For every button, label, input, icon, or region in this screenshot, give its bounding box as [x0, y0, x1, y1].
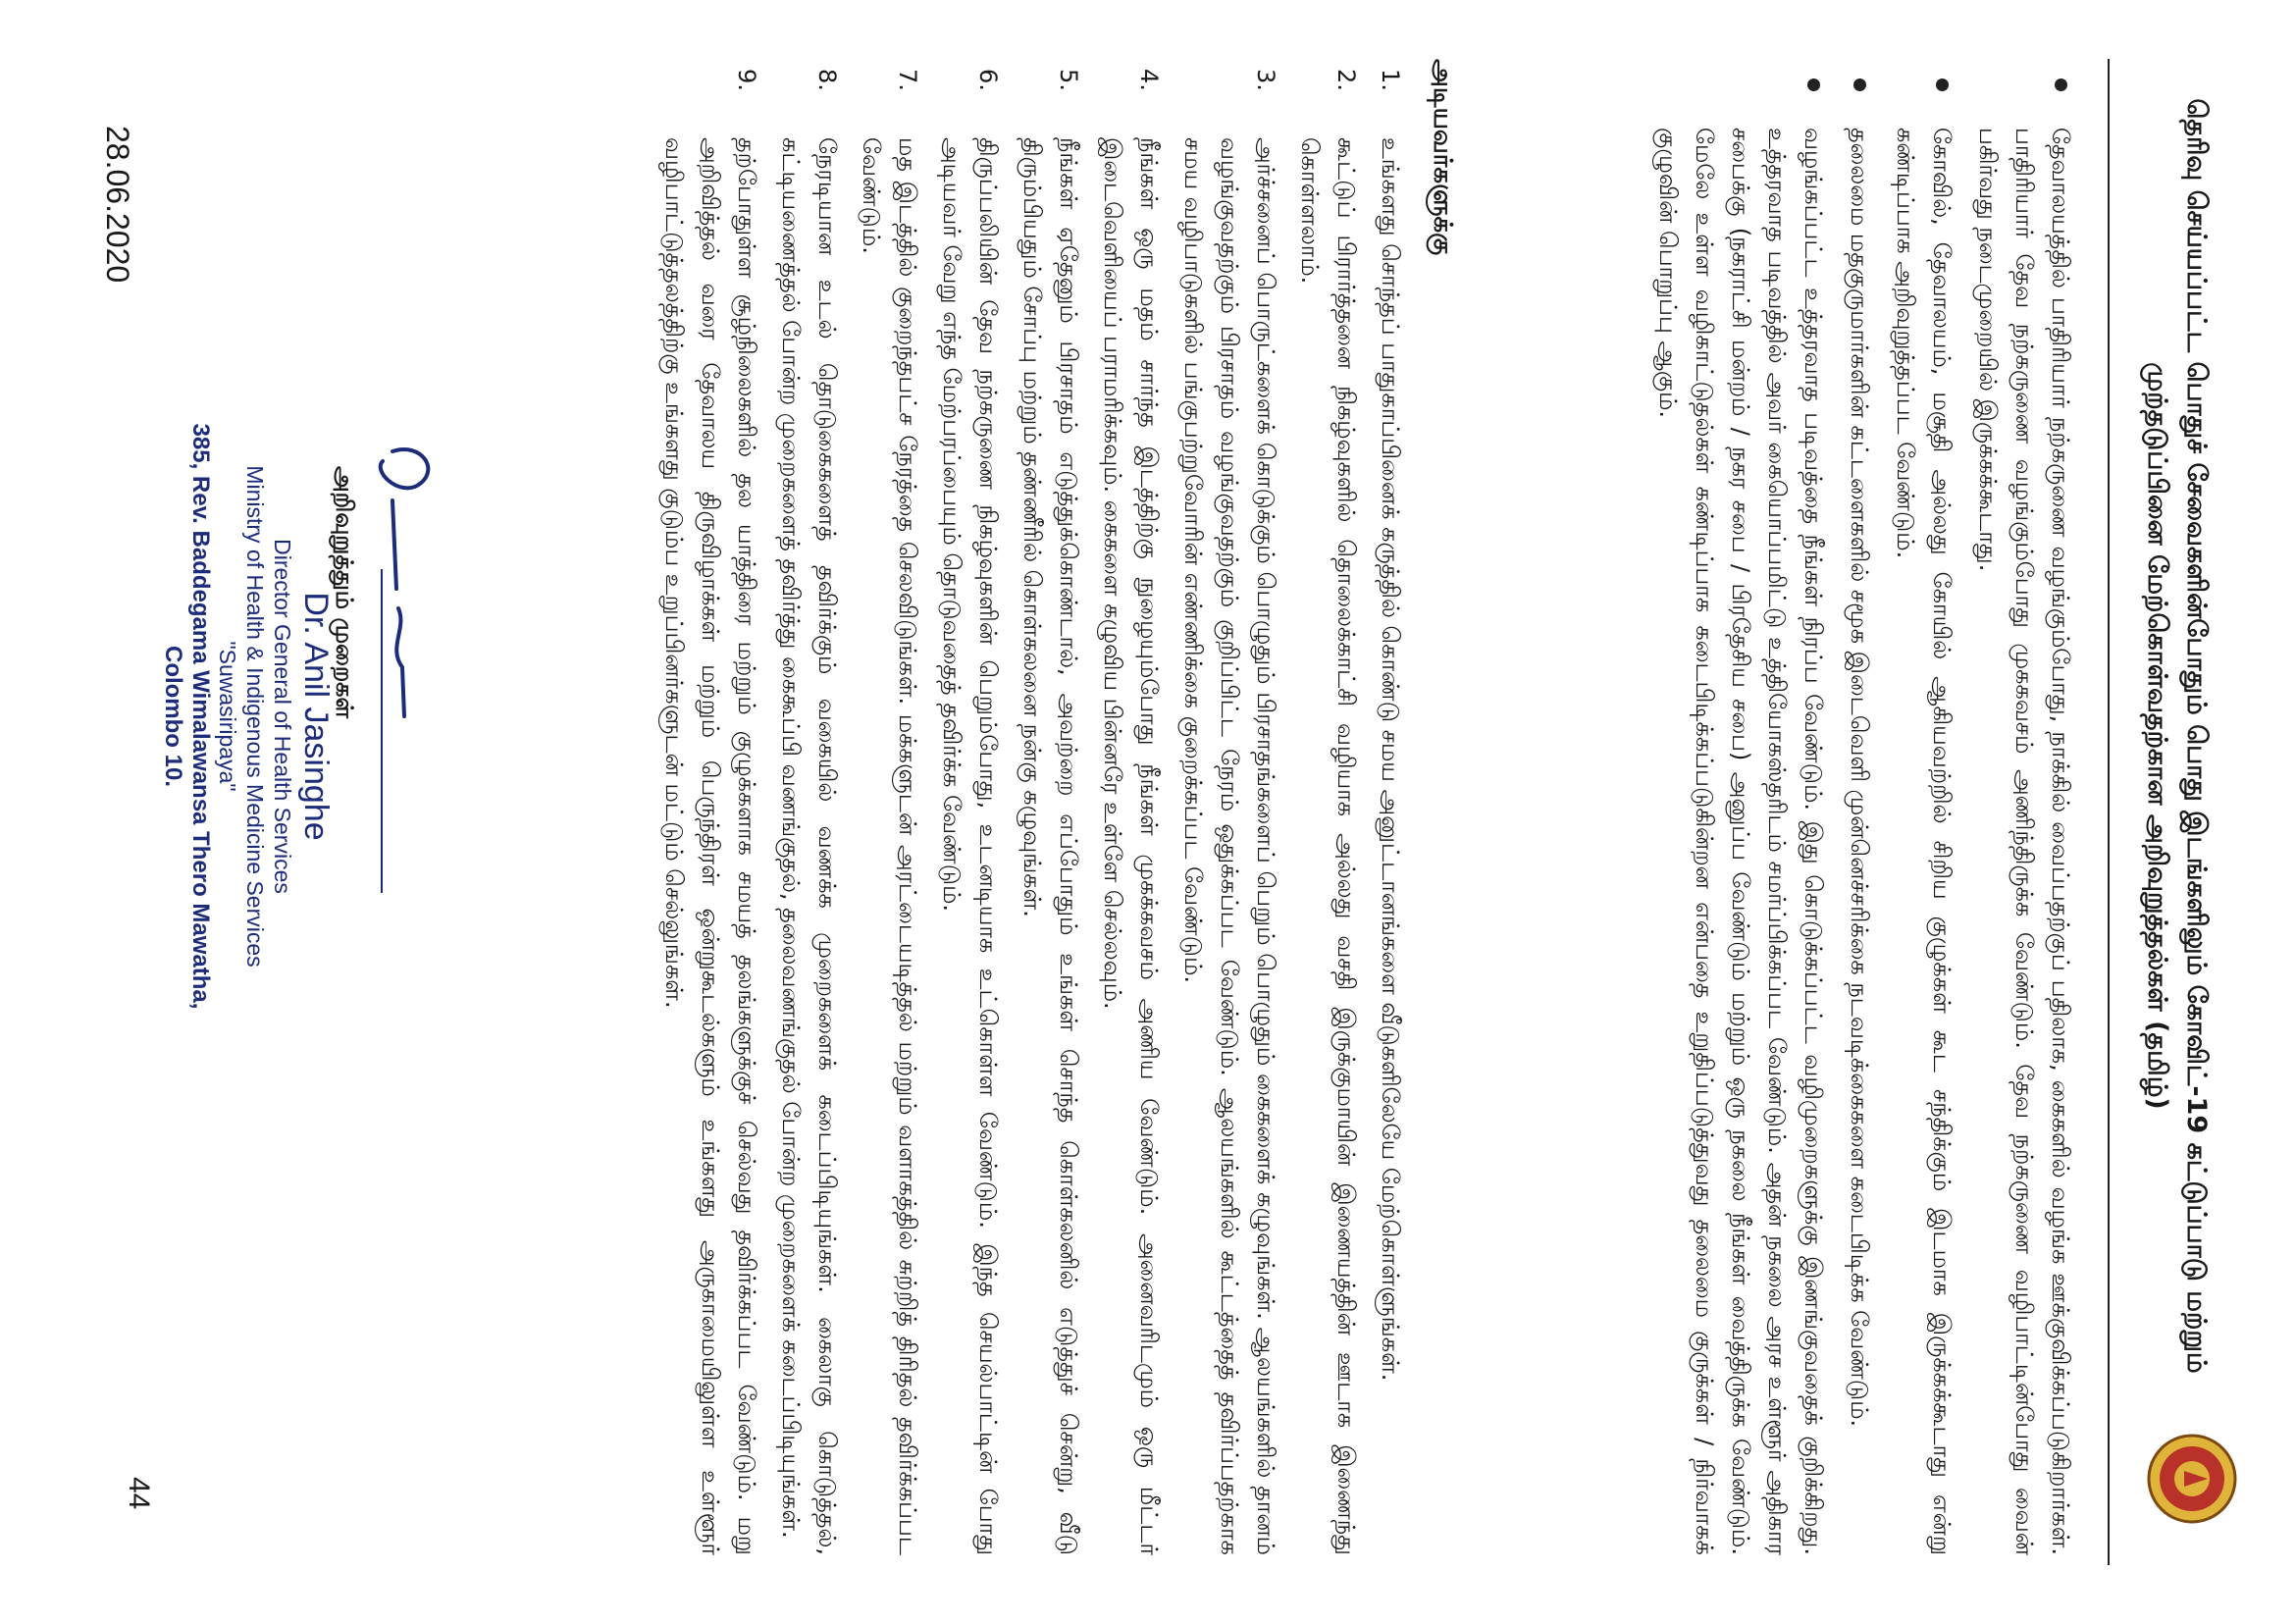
- item-text: கூட்டுப் பிரார்த்தனை நிகழ்வுகளில் தொலைக்காட்சி வழியாக அல்லது வசதி இருக்குமாயின் இணையத்தின் ஊடாக இணைந்து கொள்ளலாம்.: [1296, 137, 1360, 1555]
- bullet-item: [1887, 69, 1959, 1555]
- item-text: நேரடியான உடல் தொடுகைகளைத் தவிர்க்கும் வகையில் வணக்க முறைகளைக் கடைப்பிடியுங்கள். கைலாகு கொடுத்தல், கட்டியணைத்தல் போன்ற முறைகளைத் தவிர்த்து கைகூப்பி வணங்குதல், தலைவணங்குதல் போன்ற முறைகளைக் கடைப்பிடியுங்கள்.: [777, 137, 841, 1555]
- bullet-icon: [1807, 79, 1820, 91]
- signature-line: [381, 569, 383, 893]
- document-title: தெரிவு செய்யப்பட்ட பொதுச் சேவைகளின்போதும் பொது இடங்களிலும் கோவிட்-19 கட்டுப்பாடு மற்றும் முற்தடுப்பினை மேற்கொள்வதற்கான அறிவுறுத்தல்கள் (தமிழ்): [2142, 98, 2212, 1374]
- bullet-item: [1649, 69, 1831, 1555]
- sri-lanka-emblem-icon: [2145, 1432, 2239, 1526]
- item-text: உங்களது சொந்தப் பாதுகாப்பினைக் கருத்தில் கொண்டு சமய அனுட்டானங்களை வீடுகளிலேயே மேற்கொள்ளுங்கள்.: [1377, 137, 1404, 1382]
- item-number: 8.: [813, 69, 841, 91]
- item-text: தற்போதுள்ள சூழ்நிலைகளில் தல யாத்திரை மற்றும் குழுக்களாக சமயத் தலங்களுக்குச் செல்வது தவிர்க்கப்பட வேண்டும். மறு அறிவித்தல் வரை தேவாலய திருவிழாக்கள் மற்றும் பெருந்திரள் ஒன்றுகூடல்களும் உங்களது அருகாமையிலுள்ள உள்ளூர் வழிபாட்டுத்தலத்திற்கு உங்களது குடும்ப உறுப்பினர்களுடன் மட்டும் செல்லுங்கள்.: [660, 137, 760, 1555]
- bullet-text: வழங்கப்பட்ட உத்தரவாத படிவத்தை நீங்கள் நிரப்ப வேண்டும். இது கொடுக்கப்பட்ட வழிமுறைகளுக்கு இணங்குவதைக் குறிக்கிறது. உத்தரவாத படிவத்தில் அவர் கையொப்பமிட்டு உத்தியோகஸ்தரிடம் சமர்ப்பிக்கப்பட வேண்டும். அதன் நகலை அரச உள்ளூர் அதிகார சபைக்கு (நகராட்சி மன்றம் / நகர சபை / பிரதேசிய சபை) அனுப்ப வேண்டும் மற்றும் ஒரு நகலை நீங்கள் வைத்திருக்க வேண்டும். மேலே உள்ள வழிகாட்டுதல்கள் கண்டிப்பாக கடைபிடிக்கப்படுகின்றன என்பதை உறுதிப்படுத்துவது தலைமை குருக்கள் / நிர்வாகக் குழுவின் பொறுப்பு ஆகும்.: [1654, 128, 1827, 1555]
- numbered-item: [772, 59, 845, 1555]
- bullet-item: [1969, 69, 2078, 1555]
- bullet-text: தலைமை மதகுருமார்களின் கட்டளைகளில் சமூக இடைவெளி முன்னெச்சரிக்கை நடவடிக்கைகளை கடைபிடிக்க வேண்டும்.: [1846, 128, 1873, 1428]
- numbered-list: [648, 59, 1408, 1555]
- numbered-item: [1372, 59, 1408, 1555]
- numbered-item: [655, 59, 764, 1555]
- item-number: 5.: [1055, 69, 1082, 91]
- item-number: 3.: [1252, 69, 1279, 91]
- header-divider: [2108, 59, 2110, 1565]
- bullet-text: கோவில், தேவாலயம், மசூதி அல்லது கோயில் ஆகியவற்றில் சிறிய குழுக்கள் கூட சந்திக்கும் இடமாக இருக்கக்கூடாது என்று கண்டிப்பாக அறிவுறுத்தப்பட வேண்டும்.: [1892, 128, 1956, 1555]
- item-text: நீங்கள் ஏதேனும் பிரசாதம் எடுத்துக்கொண்டால், அவற்றை எப்போதும் உங்கள் சொந்த கொள்கலனில் எடுத்துச் சென்று, வீடு திரும்பியதும் சோப்பு மற்றும் தண்ணீரில் கொள்கலனை நன்கு கழுவுங்கள்.: [1018, 137, 1082, 1555]
- item-number: 6.: [974, 69, 1002, 91]
- official-stamp: [159, 402, 336, 1030]
- numbered-item: [1014, 59, 1086, 1555]
- officer-name: Dr. Anil Jasinghe: [297, 592, 335, 841]
- bullet-list: [1640, 69, 2078, 1555]
- section-heading: அடியவர்களுக்கு: [1428, 59, 1457, 256]
- item-number: 7.: [894, 69, 921, 91]
- officer-title: Director General of Health Services: [270, 539, 295, 894]
- officer-building: "Suwasiripaya": [215, 641, 240, 792]
- bullet-icon: [1936, 79, 1949, 91]
- signature-caption: அறிவுறுத்தும் முறைகள்: [331, 466, 358, 719]
- signature-icon: [353, 432, 461, 726]
- item-text: திருப்பலியின் தேவ நற்கருணை நிகழ்வுகளின் பெறும்போது, உடனடியாக உட்கொள்ள வேண்டும். இந்த செயல்பாட்டின் போது அடியவர் வேறு எந்த மேற்பரப்பையும் தொடுவதைத் தவிர்க்க வேண்டும்.: [938, 137, 1002, 1555]
- item-text: மத இடத்தில் குறைந்தபட்ச நேரத்தை செலவிடுங்கள். மக்களுடன் அரட்டையடித்தல் மற்றும் வளாகத்தில் சுற்றித் திரிதல் தவிர்க்கப்பட வேண்டும்.: [858, 137, 921, 1555]
- bullet-icon: [2055, 79, 2067, 91]
- item-text: நீங்கள் ஒரு மதம் சார்ந்த இடத்திற்கு நுழையும்போது நீங்கள் முகக்கவசம் அணிய வேண்டும். அனைவரிடமும் ஒரு மீட்டர் இடைவெளியைப் பராமரிக்கவும். கைகளை கழுவிய பின்னரே உள்ளே செல்லவும்.: [1099, 137, 1163, 1555]
- item-number: 1.: [1377, 69, 1404, 91]
- item-number: 4.: [1135, 69, 1163, 91]
- item-number: 9.: [733, 69, 760, 91]
- numbered-item: [1291, 59, 1364, 1555]
- bullet-item: [1841, 69, 1877, 1555]
- officer-address: 385, Rev. Baddegama Wimalawansa Thero Mawatha,: [187, 423, 214, 1010]
- bullet-text: தேவாலயத்தில் பாதிரியார் நற்கருணை வழங்கும்போது, நாக்கில் வைப்பதற்குப் பதிலாக, கைகளில் வழங்க ஊக்குவிக்கப்படுகிறார்கள். பாதிரியார் தேவ நற்கருணை வழங்கும்போது முககவசம் அணிந்திருக்க வேண்டும். தேவ நற்கருணை வழிபாட்டின்போது வைன் பகிர்வது நடைமுறையில் இருக்கக்கூடாது.: [1974, 128, 2074, 1555]
- bullet-icon: [1853, 79, 1866, 91]
- numbered-item: [853, 59, 925, 1555]
- officer-ministry: Ministry of Health & Indigenous Medicine Services: [242, 465, 268, 968]
- numbered-item: [933, 59, 1006, 1555]
- numbered-item: [1094, 59, 1167, 1555]
- page-number: 44: [123, 1477, 155, 1510]
- item-text: அர்ச்சனைப் பொருட்களைக் கொடுக்கும் பொழுதும் பிரசாதங்களைப் பெறும் பொழுதும் கைகளைக் கழுவுங்கள். ஆலயங்களில் தானம் வழங்குவதற்கும் பிரசாதம் வழங்குவதற்கும் குறிப்பிட்ட நேரம் ஒதுக்கப்பட வேண்டும். ஆலயங்களில் கூட்டத்தைத் தவிர்ப்பதற்காக சமய வழிபாடுகளில் பங்குபற்றுவோரின் எண்ணிக்கை குறைக்கப்பட வேண்டும்.: [1179, 137, 1279, 1555]
- officer-city: Colombo 10.: [160, 645, 186, 787]
- numbered-item: [1174, 59, 1283, 1555]
- item-number: 2.: [1332, 69, 1360, 91]
- document-date: 28.06.2020: [100, 126, 135, 284]
